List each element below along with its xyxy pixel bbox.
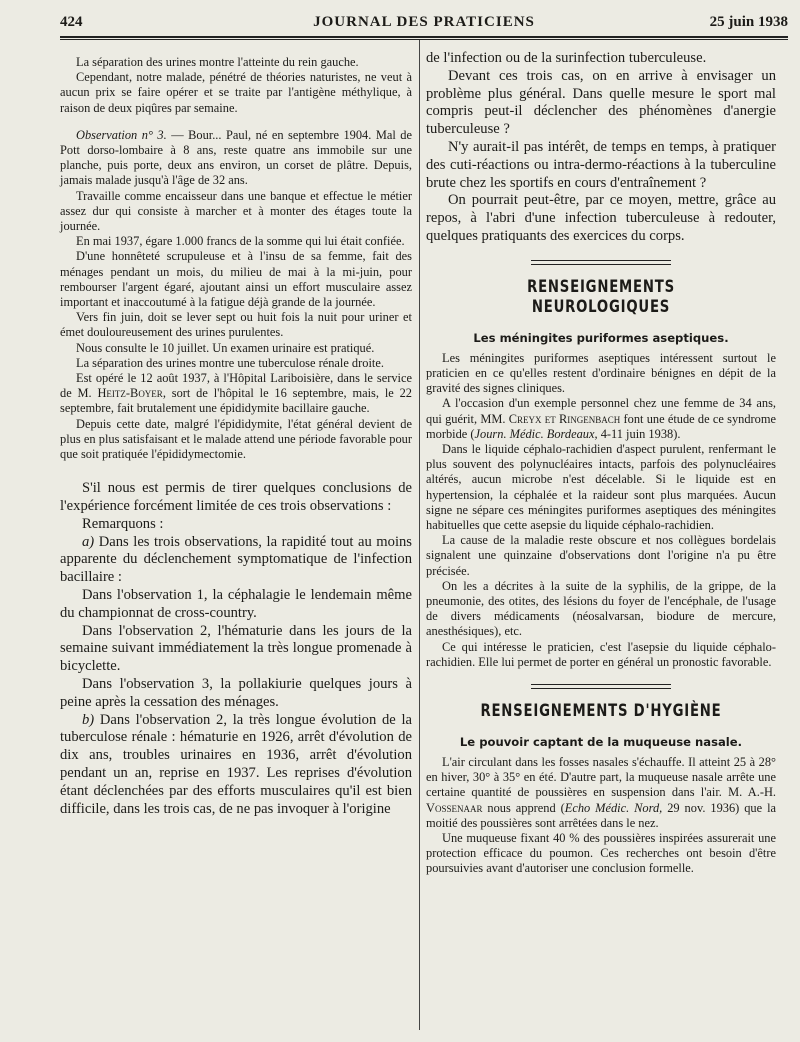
paragraph: La séparation des urines montre une tuberculose rénale droite. — [76, 355, 384, 370]
paragraph: S'il nous est permis de tirer quelques conclusions de l'expérience forcément limitée de ces trois observations : — [60, 480, 412, 515]
paragraph: de l'infection ou de la surinfection tuberculeuse. — [426, 50, 707, 66]
text-run: 4-11 juin 1938). — [597, 426, 681, 441]
paragraph: Devant ces trois cas, on en arrive à envisager un problème plus général. Dans quelle mesure le sport mal compris peut-il déclencher des phénomènes d'anergie tuberculeuse ? — [426, 67, 776, 138]
paragraph — [426, 396, 776, 442]
text-run: A l'occasion d'un exemple personnel chez une femme de 34 ans, qui guérit, MM. — [426, 396, 776, 426]
paragraph: Travaille comme encaisseur dans une banque et effectue le métier assez dur qui consiste à marcher et à monter des étages toute la journée. — [60, 188, 412, 234]
paragraph: La séparation des urines montre l'atteinte du rein gauche. — [76, 55, 359, 69]
paragraph: Dans l'observation 1, la céphalagie le lendemain même du championnat de cross-country. — [60, 587, 412, 621]
text-run: font une étude de ce syndrome morbide ( — [426, 411, 776, 441]
header-rule-thin — [60, 39, 788, 40]
paragraph: N'y aurait-il pas intérêt, de temps en temps, à pratiquer des cuti-réactions ou intra-dermo-réactions à la tuberculine brute chez les sportifs en cours d'entraînement ? — [426, 138, 776, 191]
section-subheading: Les méningites puriformes aseptiques. — [473, 330, 729, 345]
paragraph: On les a décrites à la suite de la syphilis, de la grippe, de la pneumonie, des otites, des lésions du foyer de l'encéphale, de l'usage de divers médicaments (néosalvarsan, biodure de mercure, anesthésiques), etc. — [426, 578, 776, 639]
observation-paragraph — [60, 128, 412, 189]
paragraph: Les méningites puriformes aseptiques intéressent surtout le praticien en ce qu'elles restent d'ordinaire bénignes en dépit de la gravité des signes cliniques. — [426, 350, 776, 396]
paragraph: En mai 1937, égare 1.000 francs de la somme qui lui était confiée. — [76, 234, 405, 249]
section-subheading: Le pouvoir captant de la muqueuse nasale. — [459, 735, 743, 750]
conclusion-block — [426, 50, 776, 246]
paragraph: La cause de la maladie reste obscure et nos collègues bordelais signalent une quinzaine d'observations dont l'origine n'a pu être précisée. — [426, 533, 776, 578]
discussion-block — [60, 480, 412, 818]
paragraph: Ce qui intéresse le praticien, c'est l'asepsie du liquide céphalo-rachidien. Elle lui permet de porter en général un pronostic favorable. — [426, 639, 776, 669]
running-header — [60, 14, 788, 36]
observation-label: Observation n° 3. — [76, 127, 167, 142]
paragraph — [60, 534, 412, 587]
section-neuro — [426, 260, 776, 670]
text-run: nous apprend ( — [482, 800, 565, 815]
list-label: a) — [82, 533, 95, 550]
list-label: b) — [82, 711, 95, 728]
paragraph: Depuis cette date, malgré l'épididymite, l'état général devient de plus en plus satisfaisant et le malade attend une période favorable pour que soit pratiquée l'épididymectomie. — [60, 416, 412, 462]
journal-title: JOURNAL DES PRATICIENS — [313, 14, 535, 30]
header-rule — [60, 36, 788, 38]
paragraph: Dans l'observation 2, l'hématurie dans les jours de la semaine suivant immédiatement la très longue promenade à bicyclette. — [60, 622, 412, 675]
journal-reference: Journ. Médic. Bordeaux, — [474, 426, 598, 441]
paragraph: Remarquons : — [82, 515, 164, 532]
section-title: RENSEIGNEMENTS NEUROLOGIQUES — [527, 276, 675, 317]
paragraph — [60, 371, 412, 417]
observation-text: — Bour... Paul, né en septembre 1904. Mal de Pott dorso-lombaire à 8 ans, reste quatre ans immobile sur une planche, puis porte, deux ans environ, un corset de plâtre. Depuis, jamais malade jusqu'à l'âge de 32 ans. — [60, 127, 412, 188]
paragraph: On pourrait peut-être, par ce moyen, mettre, grâce au repos, à l'abri d'une infection tuberculeuse à redouter, quelques pratiquants des exercices du corps. — [426, 192, 776, 244]
text-run: Dans l'observation 2, la très longue évolution de la tuberculose rénale : hématurie en 1926, arrêt d'évolution de dix ans, troubles urinaires en 1936, arrêt d'évolution pendant un an, reprise en 1937. Les reprises d'évolution étant déclenchées par des efforts musculaires qu'il est bien difficile, dans les trois cas, de ne pas invoquer à l'origine — [60, 711, 412, 817]
paragraph — [60, 712, 412, 819]
paragraph: D'une honnêteté scrupuleuse et à l'insu de sa femme, fait des ménages pendant un mois, du milieu de mai à la mi-juin, pour rembourser l'argent égaré, ajoutant ainsi un effort musculaire assez important et inaccoutumé à la fatigue déjà grande de la journée. — [60, 249, 412, 310]
section-title: RENSEIGNEMENTS D'HYGIÈNE — [480, 701, 722, 722]
section-rule — [531, 260, 671, 265]
text-run: 29 nov. 1936) que la moitié des poussières sont arrêtées dans le nez. — [426, 800, 777, 830]
person-name: Vossenaar — [426, 800, 483, 815]
person-name: Heitz-Boyer — [97, 386, 163, 401]
paragraph: Une muqueuse fixant 40 % des poussières inspirées assurerait une protection efficace du poumon. Ces recherches ont besoin d'être poursuivies avant d'autoriser une conclusion formelle. — [426, 831, 776, 876]
text-run: Est opéré le 12 août 1937, à l'Hôpital Lariboisière, dans le service de M. — [60, 371, 412, 401]
paragraph: Nous consulte le 10 juillet. Un examen urinaire est pratiqué. — [76, 340, 375, 355]
page-number: 424 — [60, 14, 83, 30]
section-hygiene — [426, 684, 776, 877]
column-separator — [419, 40, 420, 1030]
text-run: L'air circulant dans les fosses nasales s'échauffe. Il atteint 25 à 28° en hiver, 30° à 35° en été. D'autre part, la muqueuse nasale arrête une certaine quantité de poussières en suspension dans l'air. M. A.-H. — [426, 755, 776, 800]
text-run: Dans les trois observations, la rapidité tout au moins apparente du déclenchement symptomatique de l'infection bacillaire : — [60, 533, 412, 586]
paragraph: Cependant, notre malade, pénétré de théories naturistes, ne veut à aucun prix se faire opérer et se traite par l'antigène méthylique, à raison de deux piqûres par semaine. — [60, 70, 412, 115]
case-report-block — [60, 55, 412, 462]
section-rule — [531, 684, 671, 689]
person-names: Creyx et Ringenbach — [508, 411, 621, 426]
paragraph: Dans le liquide céphalo-rachidien d'aspect purulent, renfermant le plus souvent des polynucléaires intacts, parfois des polynucléaires altérés, aucun microbe n'est décelable. Si le liquide est en hypertension, la céphalée et la raideur sont plus marquées. Aucun signe ne sépare ces méningites puriformes aseptiques des méningites habituelles que cette asepsie du liquide céphalo-rachidien. — [426, 441, 776, 532]
journal-reference: Echo Médic. Nord, — [564, 800, 663, 815]
left-column — [60, 55, 412, 818]
paragraph: Vers fin juin, doit se lever sept ou huit fois la nuit pour uriner et émet douloureusement des urines purulentes. — [60, 310, 412, 340]
issue-date: 25 juin 1938 — [709, 14, 788, 30]
right-column — [426, 50, 776, 877]
paragraph: Dans l'observation 3, la pollakiurie quelques jours à peine après la cessation des ménages. — [60, 676, 412, 710]
text-run: , sort de l'hôpital le 16 septembre, mais, le 22 septembre, fait brutalement une épididymite bacillaire gauche. — [60, 386, 412, 416]
paragraph — [426, 755, 776, 831]
